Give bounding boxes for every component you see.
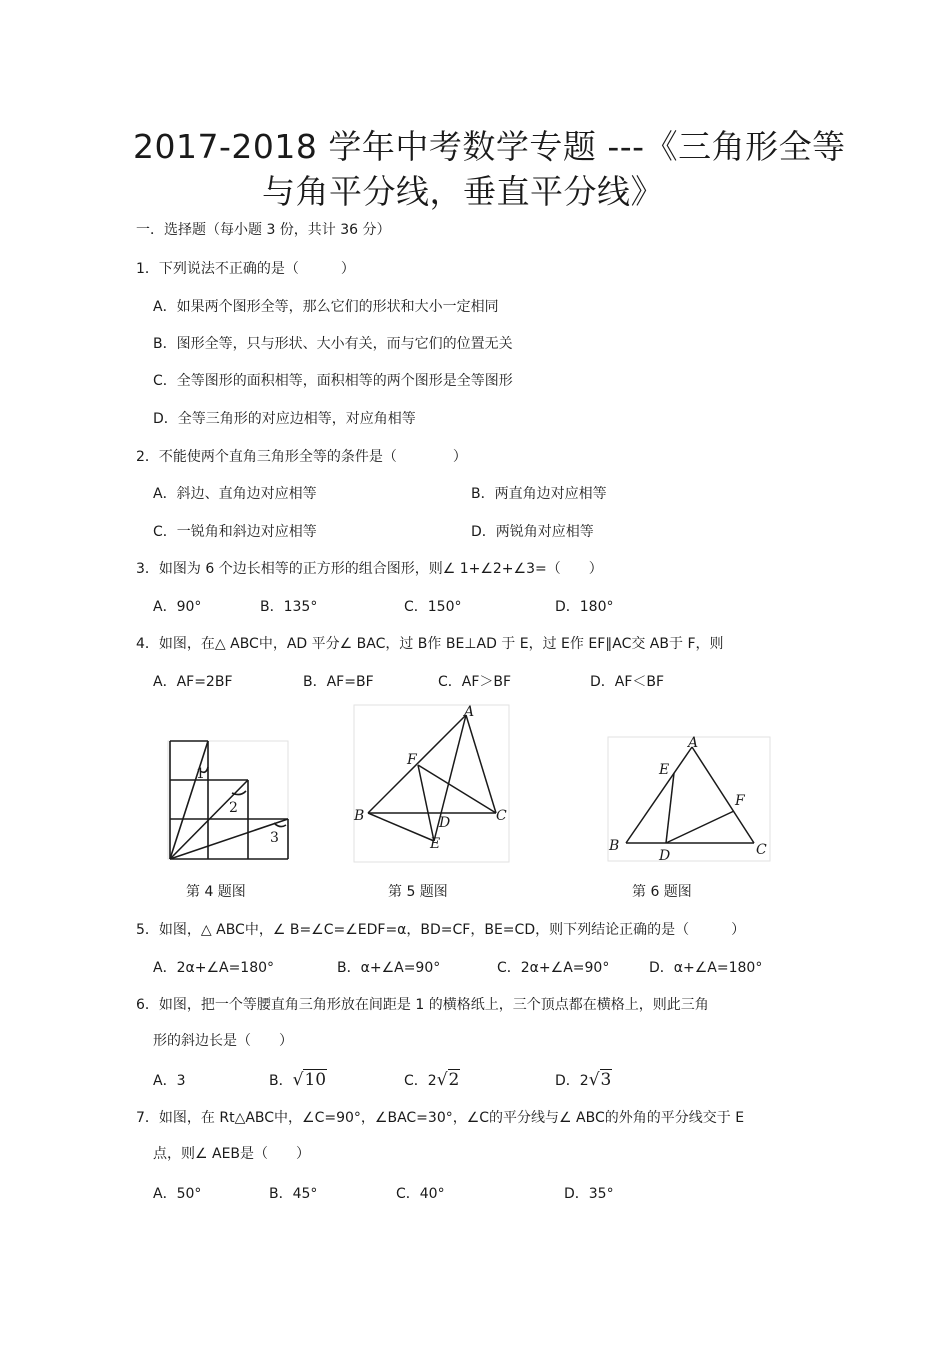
figure-caption-4: 第 4 题图 <box>186 884 246 900</box>
sqrt-3-radicand: 3 <box>600 1070 612 1090</box>
question-6-option-d-label: D．2 <box>555 1073 589 1089</box>
sqrt-10-expression: √10 <box>292 1070 327 1090</box>
question-6-stem-line2: 形的斜边长是（ ） <box>153 1033 293 1049</box>
question-5-option-a: A．2α+∠A=180° <box>153 960 275 976</box>
fig6-label-c: C <box>756 842 767 858</box>
question-6-option-b <box>269 1070 327 1090</box>
sqrt-2-radicand: 2 <box>448 1070 460 1090</box>
question-2-option-d: D．两锐角对应相等 <box>471 524 594 540</box>
question-7-option-d: D．35° <box>564 1186 614 1202</box>
fig4-label-1: 1 <box>196 766 205 782</box>
question-2-option-b: B．两直角边对应相等 <box>471 486 607 502</box>
fig6-label-d: D <box>659 848 671 864</box>
question-6-option-c-label: C．2 <box>404 1073 437 1089</box>
question-1-option-d: D．全等三角形的对应边相等，对应角相等 <box>153 411 416 427</box>
question-1-option-b: B．图形全等，只与形状、大小有关，而与它们的位置无关 <box>153 336 513 352</box>
question-5-option-d: D．α+∠A=180° <box>649 960 763 976</box>
question-6-option-c <box>404 1070 460 1090</box>
figure-q4-squares <box>162 735 294 865</box>
question-1-option-c: C．全等图形的面积相等，面积相等的两个图形是全等图形 <box>153 373 513 389</box>
fig5-label-d: D <box>439 815 451 831</box>
question-3-option-a: A．90° <box>153 599 202 615</box>
question-1-stem: 1．下列说法不正确的是（ ） <box>136 261 355 277</box>
question-3-option-d: D．180° <box>555 599 614 615</box>
question-6-stem-line1: 6．如图，把一个等腰直角三角形放在间距是 1 的横格纸上，三个顶点都在横格上，则此三角 <box>136 997 709 1013</box>
question-7-option-c: C．40° <box>396 1186 445 1202</box>
doc-title-line2: 与角平分线，垂直平分线》 <box>262 172 664 211</box>
fig5-label-e: E <box>430 836 441 852</box>
question-5-option-b: B．α+∠A=90° <box>337 960 441 976</box>
question-2-option-a: A．斜边、直角边对应相等 <box>153 486 317 502</box>
question-4-option-d: D．AF＜BF <box>590 674 665 690</box>
question-3-option-c: C．150° <box>404 599 462 615</box>
question-6-option-d <box>555 1070 612 1090</box>
question-5-option-c: C．2α+∠A=90° <box>497 960 610 976</box>
question-7-stem-line2: 点，则∠ AEB是（ ） <box>153 1146 311 1162</box>
question-3-stem: 3．如图为 6 个边长相等的正方形的组合图形，则∠ 1+∠2+∠3=（ ） <box>136 561 603 577</box>
figure-q6-triangle <box>604 733 774 865</box>
question-5-stem: 5．如图，△ ABC中，∠ B=∠C=∠EDF=α，BD=CF，BE=CD，则下列结论正确的是（ ） <box>136 922 746 938</box>
question-2-stem: 2．不能使两个直角三角形全等的条件是（ ） <box>136 449 467 465</box>
section-header: 一．选择题（每小题 3 份，共计 36 分） <box>136 222 391 238</box>
fig5-label-a: A <box>464 704 475 720</box>
fig6-label-e: E <box>659 762 670 778</box>
sqrt-10-radicand: 10 <box>304 1070 327 1090</box>
question-6-option-a: A．3 <box>153 1073 186 1089</box>
question-4-option-c: C．AF＞BF <box>438 674 512 690</box>
fig4-label-2: 2 <box>229 800 238 816</box>
fig5-label-c: C <box>496 808 507 824</box>
question-6-option-b-label: B． <box>269 1073 293 1089</box>
question-4-option-a: A．AF=2BF <box>153 674 233 690</box>
figure-caption-5: 第 5 题图 <box>388 884 448 900</box>
question-3-option-b: B．135° <box>260 599 318 615</box>
question-1-option-a: A．如果两个图形全等，那么它们的形状和大小一定相同 <box>153 299 499 315</box>
figure-caption-6: 第 6 题图 <box>632 884 692 900</box>
question-7-option-a: A．50° <box>153 1186 202 1202</box>
figure-q5-triangle <box>350 703 512 865</box>
fig5-label-b: B <box>354 808 365 824</box>
fig6-label-f: F <box>735 793 745 809</box>
fig4-label-3: 3 <box>270 830 279 846</box>
sqrt-3-expression: √3 <box>588 1070 612 1090</box>
question-7-option-b: B．45° <box>269 1186 318 1202</box>
fig6-label-b: B <box>609 838 620 854</box>
question-4-stem: 4．如图，在△ ABC中，AD 平分∠ BAC，过 B作 BE⊥AD 于 E，过 E作 EF∥AC交 AB于 F，则 <box>136 636 724 652</box>
question-4-option-b: B．AF=BF <box>303 674 374 690</box>
fig6-label-a: A <box>688 735 699 751</box>
doc-title-line1: 2017-2018 学年中考数学专题 ---《三角形全等 <box>133 127 846 166</box>
question-7-stem-line1: 7．如图，在 Rt△ABC中，∠C=90°，∠BAC=30°，∠C的平分线与∠ ABC的外角的平分线交于 E <box>136 1110 745 1126</box>
question-2-option-c: C．一锐角和斜边对应相等 <box>153 524 317 540</box>
fig5-label-f: F <box>407 752 417 768</box>
sqrt-2-expression: √2 <box>436 1070 460 1090</box>
